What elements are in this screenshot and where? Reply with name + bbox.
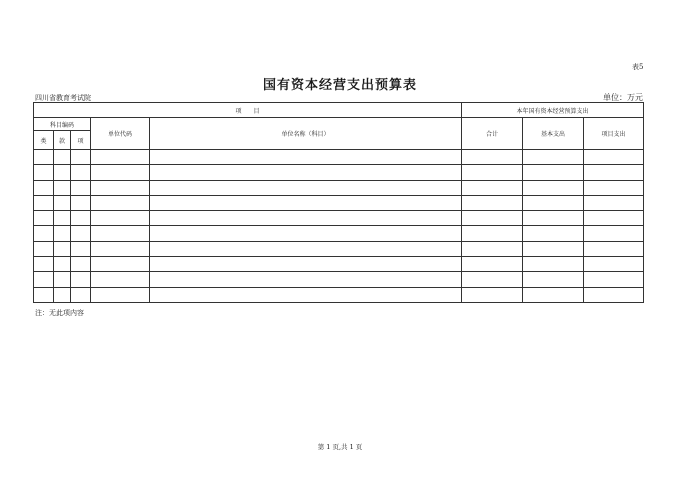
table-row: [34, 272, 644, 287]
table-cell: [150, 287, 462, 302]
table-cell: [71, 150, 91, 165]
table-cell: [54, 257, 71, 272]
table-cell: [462, 195, 523, 210]
table-cell: [34, 150, 54, 165]
table-cell: [523, 150, 584, 165]
header-unit-name: 单位名称（科目）: [150, 118, 462, 150]
table-cell: [584, 195, 644, 210]
table-cell: [71, 180, 91, 195]
table-cell: [91, 180, 150, 195]
table-cell: [34, 195, 54, 210]
header-subject-code: 科目编码: [34, 118, 91, 131]
table-cell: [584, 180, 644, 195]
table-cell: [523, 226, 584, 241]
table-cell: [462, 211, 523, 226]
table-cell: [91, 195, 150, 210]
table-cell: [150, 150, 462, 165]
table-cell: [584, 165, 644, 180]
table-cell: [150, 165, 462, 180]
table-cell: [54, 272, 71, 287]
header-lei: 类: [34, 131, 54, 150]
table-row: [34, 287, 644, 302]
table-cell: [462, 165, 523, 180]
table-cell: [150, 241, 462, 256]
table-row: [34, 241, 644, 256]
table-cell: [462, 241, 523, 256]
table-cell: [34, 257, 54, 272]
table-cell: [91, 241, 150, 256]
table-cell: [34, 180, 54, 195]
table-cell: [523, 257, 584, 272]
table-cell: [71, 195, 91, 210]
table-cell: [523, 165, 584, 180]
table-row: [34, 150, 644, 165]
table-row: [34, 195, 644, 210]
table-cell: [54, 150, 71, 165]
table-cell: [523, 180, 584, 195]
note: 注：无此项内容: [35, 309, 84, 317]
table-cell: [91, 150, 150, 165]
table-cell: [462, 272, 523, 287]
table-cell: [54, 211, 71, 226]
table-cell: [523, 241, 584, 256]
page-title: 国有资本经营支出预算表: [262, 78, 417, 93]
organization-name: 四川省教育考试院: [35, 94, 91, 102]
table-cell: [34, 287, 54, 302]
form-number: 表5: [632, 63, 644, 71]
table-cell: [462, 257, 523, 272]
table-cell: [150, 195, 462, 210]
header-project-expense: 项目支出: [584, 118, 644, 150]
table-row: [34, 165, 644, 180]
table-cell: [54, 226, 71, 241]
table-row: [34, 211, 644, 226]
header-basic-expense: 基本支出: [523, 118, 584, 150]
table-cell: [91, 211, 150, 226]
table-cell: [91, 257, 150, 272]
table-cell: [462, 150, 523, 165]
table-cell: [71, 211, 91, 226]
header-project: 项 目: [34, 103, 462, 118]
table-cell: [584, 226, 644, 241]
page-footer: 第 1 页,共 1 页: [317, 443, 363, 451]
table-cell: [54, 287, 71, 302]
table-row: [34, 180, 644, 195]
table-cell: [462, 180, 523, 195]
table-cell: [523, 211, 584, 226]
table-row: [34, 226, 644, 241]
table-cell: [584, 287, 644, 302]
table-cell: [584, 272, 644, 287]
table-cell: [91, 272, 150, 287]
table-cell: [54, 195, 71, 210]
unit-label: 单位：万元: [603, 93, 643, 102]
table-cell: [71, 226, 91, 241]
table-row: [34, 257, 644, 272]
table-cell: [462, 287, 523, 302]
header-kuan: 款: [54, 131, 71, 150]
header-total: 合计: [462, 118, 523, 150]
table-cell: [71, 241, 91, 256]
table-cell: [71, 272, 91, 287]
table-cell: [71, 287, 91, 302]
table-cell: [584, 211, 644, 226]
table-cell: [91, 226, 150, 241]
table-cell: [34, 226, 54, 241]
table-cell: [523, 272, 584, 287]
table-cell: [523, 195, 584, 210]
table-cell: [54, 241, 71, 256]
table-cell: [150, 180, 462, 195]
table-cell: [584, 241, 644, 256]
table-cell: [34, 241, 54, 256]
table-cell: [54, 165, 71, 180]
table-cell: [91, 287, 150, 302]
table-cell: [462, 226, 523, 241]
table-cell: [150, 226, 462, 241]
table-cell: [34, 272, 54, 287]
header-unit-code: 单位代码: [91, 118, 150, 150]
budget-table: [33, 102, 644, 303]
table-cell: [150, 272, 462, 287]
table-cell: [54, 180, 71, 195]
table-cell: [150, 257, 462, 272]
table-cell: [91, 165, 150, 180]
table-cell: [34, 211, 54, 226]
table-cell: [523, 287, 584, 302]
header-xiang: 项: [71, 131, 91, 150]
table-cell: [584, 150, 644, 165]
table-cell: [150, 211, 462, 226]
table-cell: [71, 165, 91, 180]
header-expense-group: 本年国有资本经营预算支出: [462, 103, 644, 118]
table-cell: [71, 257, 91, 272]
table-cell: [584, 257, 644, 272]
table-cell: [34, 165, 54, 180]
